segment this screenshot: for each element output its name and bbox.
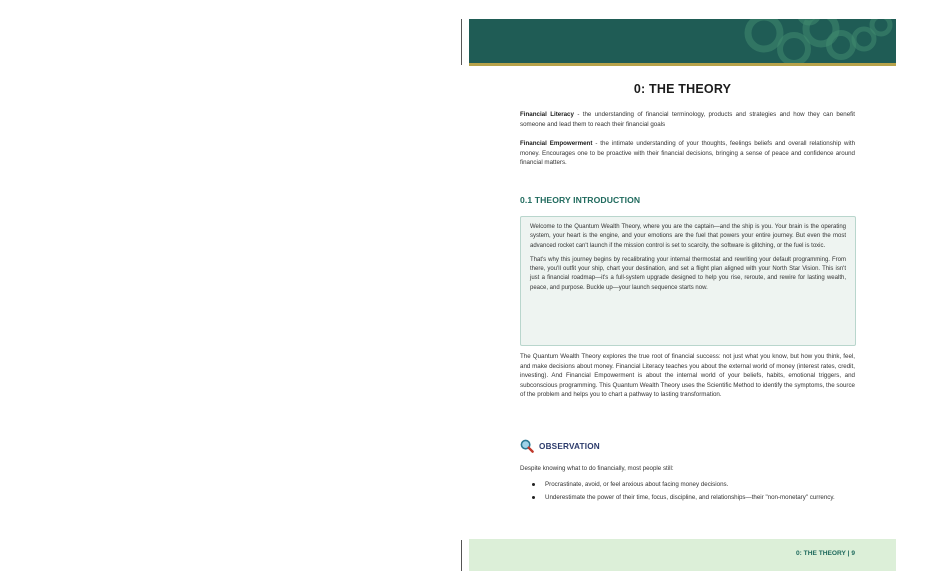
header-ring-decoration: [469, 19, 896, 63]
definition-text: - the intimate understanding of your thoughts, feelings beliefs and overall relationship with money. Encourages one to be proactive with their financial decisions, bringing a sense of peace and confidence around financial matters.: [520, 140, 856, 167]
definition-term: Financial Literacy: [520, 111, 574, 118]
definition-financial-literacy: [520, 110, 855, 129]
callout-paragraph: Welcome to the Quantum Wealth Theory, where you are the captain—and the ship is you. Your brain is the operating system, your heart is the engine, and your emotions are the fuel that powers your entire journey. But even the most advanced rocket can't launch if the mission control is set to scarcity, the software is glitching, or the fuel is toxic.: [530, 224, 846, 249]
intro-callout-box: [520, 216, 856, 346]
page-title: 0: THE THEORY: [633, 82, 732, 96]
list-item: Procrastinate, avoid, or feel anxious about facing money decisions.: [532, 480, 855, 490]
observation-heading-label: OBSERVATION: [539, 441, 600, 451]
magnifying-glass-icon: [520, 439, 534, 453]
definition-text: - the understanding of financial terminology, products and strategies and how they can benefit someone and lead them to reach their financial goals: [520, 111, 855, 128]
body-paragraph: The Quantum Wealth Theory explores the true root of financial success: not just what you know, but how you think, feel, and make decisions about money. Financial Literacy teaches you about the external world of money (interest rates, credit, investing). And Financial Empowerment is about the internal world of your beliefs, habits, emotional triggers, and subconscious programming. This Quantum Wealth Theory uses the Scientific Method to identify the symptoms, the source of the problem and helps you to chart a pathway to lasting transformation.: [520, 353, 855, 399]
spine-divider-top: [461, 19, 462, 65]
footer-band: [469, 539, 896, 571]
footer-page-label: 0: THE THEORY | 9: [795, 550, 855, 557]
header-gold-stripe: [469, 63, 896, 66]
definition-financial-empowerment: [520, 139, 855, 168]
observation-bullet-list: [532, 480, 855, 505]
document-page: [469, 19, 896, 571]
section-heading: 0.1 THEORY INTRODUCTION: [520, 195, 641, 205]
spine-divider-bottom: [461, 540, 462, 571]
list-item: Underestimate the power of their time, focus, discipline, and relationships—their "non-monetary" currency.: [532, 493, 855, 503]
observation-heading: [520, 439, 600, 453]
definition-term: Financial Empowerment: [520, 140, 593, 147]
callout-paragraph: That's why this journey begins by recalibrating your internal thermostat and rewriting your default programming. From there, you'll outfit your ship, chart your destination, and set a flight plan aligned with your North Star Vision. This isn't just a financial roadmap—it's a full-system upgrade designed to help you rise, reroute, and rewire for lasting wealth, peace, and purpose. Buckle up—your launch sequence starts now.: [530, 256, 846, 291]
header-band: [469, 19, 896, 63]
observation-intro: Despite knowing what to do financially, most people still:: [520, 465, 674, 472]
